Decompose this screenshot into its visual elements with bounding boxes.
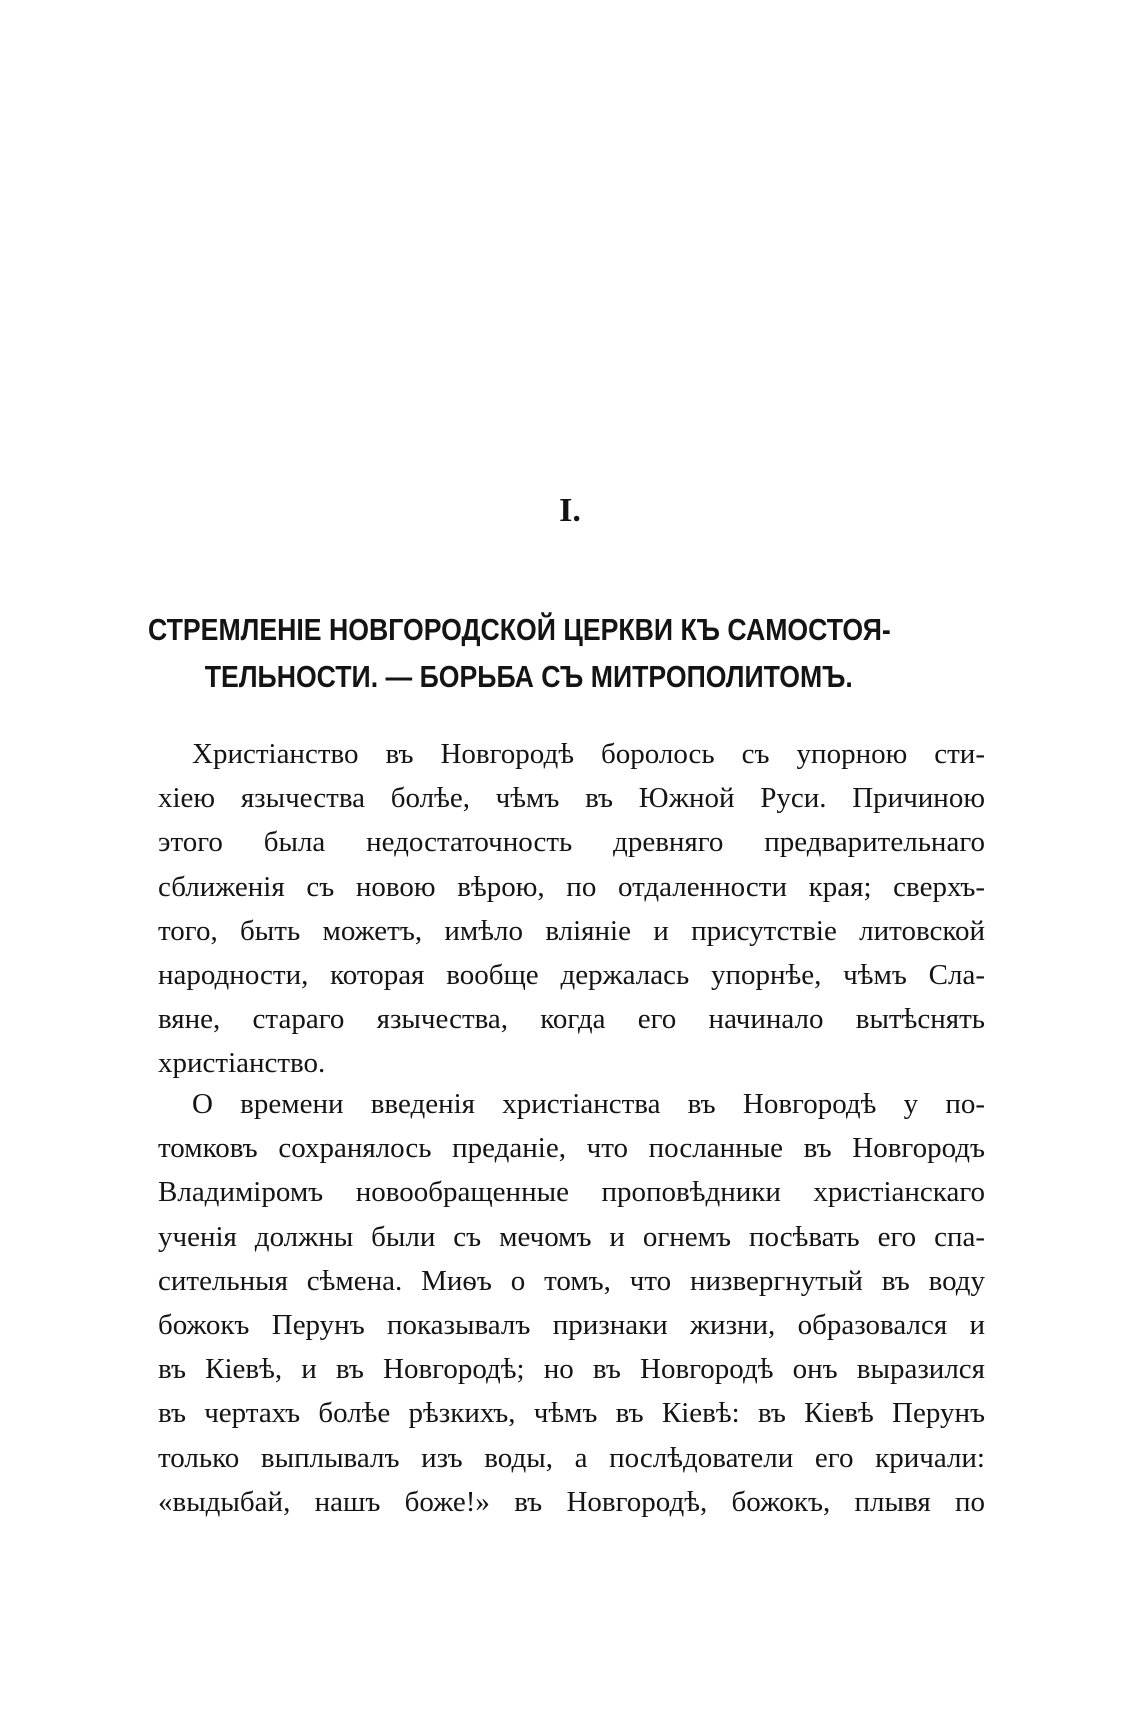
text-line: того, быть можетъ, имѣло вліяніе и присутствіе литовской — [158, 914, 985, 947]
text-line: ученія должны были съ мечомъ и огнемъ посѣвать его спа- — [158, 1220, 985, 1253]
chapter-title-line: СТРЕМЛЕНІЕ НОВГОРОДСКОЙ ЦЕРКВИ КЪ САМОСТОЯ- — [148, 612, 891, 647]
chapter-number: I. — [559, 492, 581, 529]
text-line: Христіанство въ Новгородѣ боролось съ упорною сти- — [192, 738, 985, 770]
text-line: только выплывалъ изъ воды, а послѣдователи его кричали: — [158, 1441, 985, 1474]
text-line: сближенія съ новою вѣрою, по отдаленности края; сверхъ- — [158, 870, 985, 903]
text-line: этого была недостаточность древняго предварительнаго — [158, 826, 985, 859]
text-line: въ чертахъ болѣе рѣзкихъ, чѣмъ въ Кіевѣ: въ Кіевѣ Перунъ — [158, 1397, 985, 1430]
text-line: христіанство. — [158, 1047, 326, 1080]
text-line: томковъ сохранялось преданіе, что посланные въ Новгородъ — [158, 1132, 985, 1165]
text-line: въ Кіевѣ, и въ Новгородѣ; но въ Новгородѣ онъ выразился — [158, 1353, 985, 1386]
text-line: «выдыбай, нашъ боже!» въ Новгородѣ, божокъ, плывя по — [158, 1485, 985, 1518]
paragraph — [158, 1082, 985, 1524]
text-line: сительныя сѣмена. Миѳъ о томъ, что низвергнутый въ воду — [158, 1264, 985, 1297]
text-line: Владиміромъ новообращенные проповѣдники христіанскаго — [158, 1176, 985, 1209]
text-line: О времени введенія христіанства въ Новгородѣ у по- — [192, 1088, 985, 1120]
text-line: божокъ Перунъ показывалъ признаки жизни, образовался и — [158, 1308, 985, 1341]
chapter-title — [148, 606, 982, 700]
text-line: хіею язычества болѣе, чѣмъ въ Южной Руси. Причиною — [158, 782, 985, 815]
chapter-title-line: ТЕЛЬНОСТИ. — БОРЬБА СЪ МИТРОПОЛИТОМЪ. — [204, 659, 853, 694]
text-line: вяне, стараго язычества, когда его начинало вытѣснять — [158, 1003, 985, 1036]
paragraph — [158, 732, 985, 1086]
text-line: народности, которая вообще держалась упорнѣе, чѣмъ Сла- — [158, 958, 985, 991]
